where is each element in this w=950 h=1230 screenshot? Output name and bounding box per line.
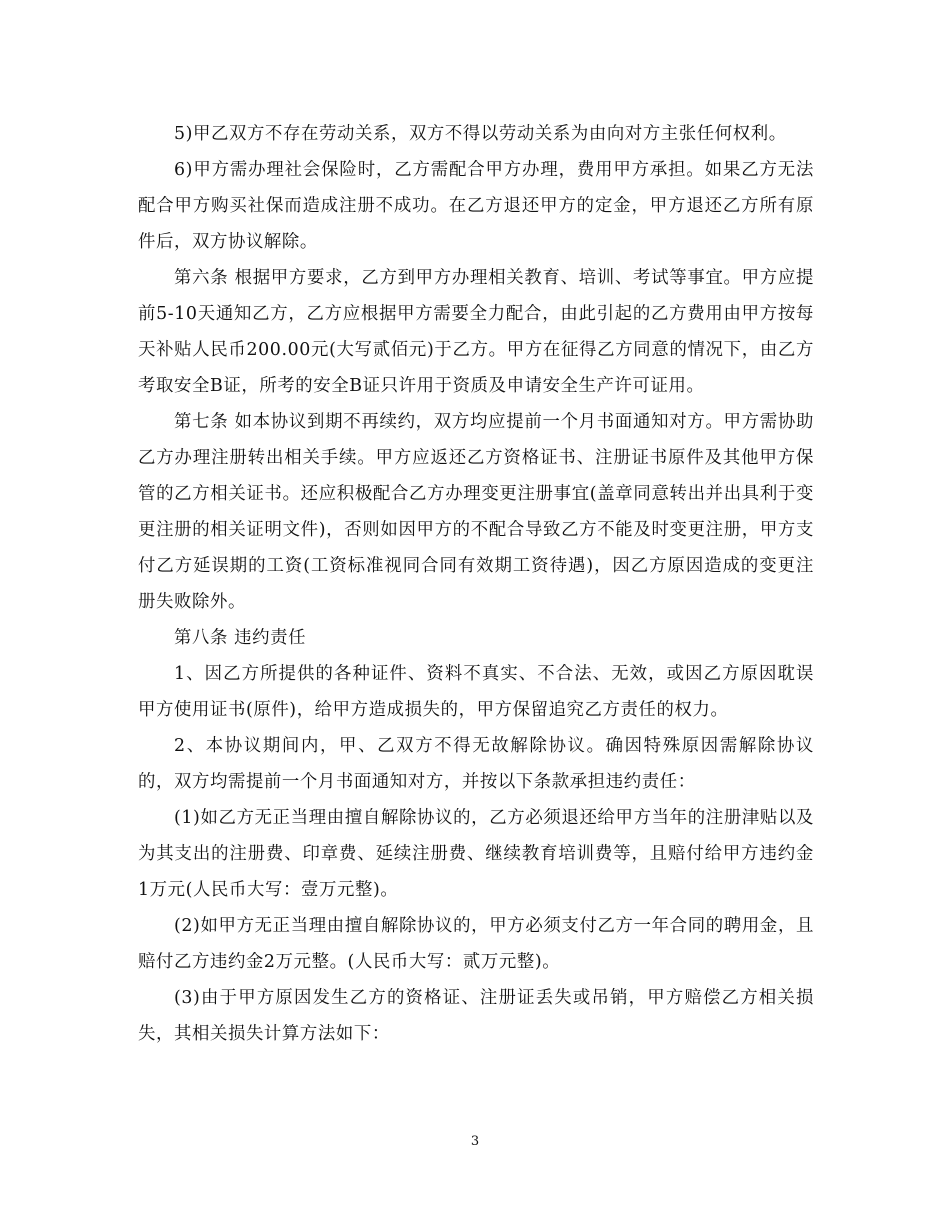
page-number: 3 bbox=[470, 1134, 480, 1149]
paragraph-liability-2-1: (1)如乙方无正当理由擅自解除协议的，乙方必须退还给甲方当年的注册津贴以及为其支出的注册费、印章费、延续注册费、继续教育培训费等，且赔付给甲方违约金1万元(人民币大写：壹万元整)。 bbox=[138, 808, 814, 900]
paragraph-liability-2: 2、本协议期间内，甲、乙双方不得无故解除协议。确因特殊原因需解除协议的，双方均需提前一个月书面通知对方，并按以下条款承担违约责任： bbox=[138, 736, 814, 792]
paragraph-liability-2-2: (2)如甲方无正当理由擅自解除协议的，甲方必须支付乙方一年合同的聘用金，且赔付乙方违约金2万元整。(人民币大写：贰万元整)。 bbox=[138, 916, 814, 972]
contract-body bbox=[138, 116, 814, 1052]
heading-article-8: 第八条 违约责任 bbox=[174, 628, 307, 648]
paragraph-clause-5: 5)甲乙双方不存在劳动关系，双方不得以劳动关系为由向对方主张任何权利。 bbox=[174, 124, 787, 144]
paragraph-liability-2-3: (3)由于甲方原因发生乙方的资格证、注册证丢失或吊销，甲方赔偿乙方相关损失，其相关损失计算方法如下： bbox=[138, 988, 814, 1044]
paragraph-article-7: 第七条 如本协议到期不再续约，双方均应提前一个月书面通知对方。甲方需协助乙方办理注册转出相关手续。甲方应返还乙方资格证书、注册证书原件及其他甲方保管的乙方相关证书。还应积极配合乙方办理变更注册事宜(盖章同意转出并出具利于变更注册的相关证明文件)，否则如因甲方的不配合导致乙方不能及时变更注册，甲方支付乙方延误期的工资(工资标准视同合同有效期工资待遇)，因乙方原因造成的变更注册失败除外。 bbox=[138, 412, 814, 612]
paragraph-clause-6: 6)甲方需办理社会保险时，乙方需配合甲方办理，费用甲方承担。如果乙方无法配合甲方购买社保而造成注册不成功。在乙方退还甲方的定金，甲方退还乙方所有原件后，双方协议解除。 bbox=[138, 160, 814, 252]
paragraph-liability-1: 1、因乙方所提供的各种证件、资料不真实、不合法、无效，或因乙方原因耽误甲方使用证书(原件)，给甲方造成损失的，甲方保留追究乙方责任的权力。 bbox=[138, 664, 814, 720]
paragraph-article-6: 第六条 根据甲方要求，乙方到甲方办理相关教育、培训、考试等事宜。甲方应提前5-10天通知乙方，乙方应根据甲方需要全力配合，由此引起的乙方费用由甲方按每天补贴人民币200.00元(大写贰佰元)于乙方。甲方在征得乙方同意的情况下，由乙方考取安全B证，所考的安全B证只许用于资质及申请安全生产许可证用。 bbox=[138, 268, 814, 396]
